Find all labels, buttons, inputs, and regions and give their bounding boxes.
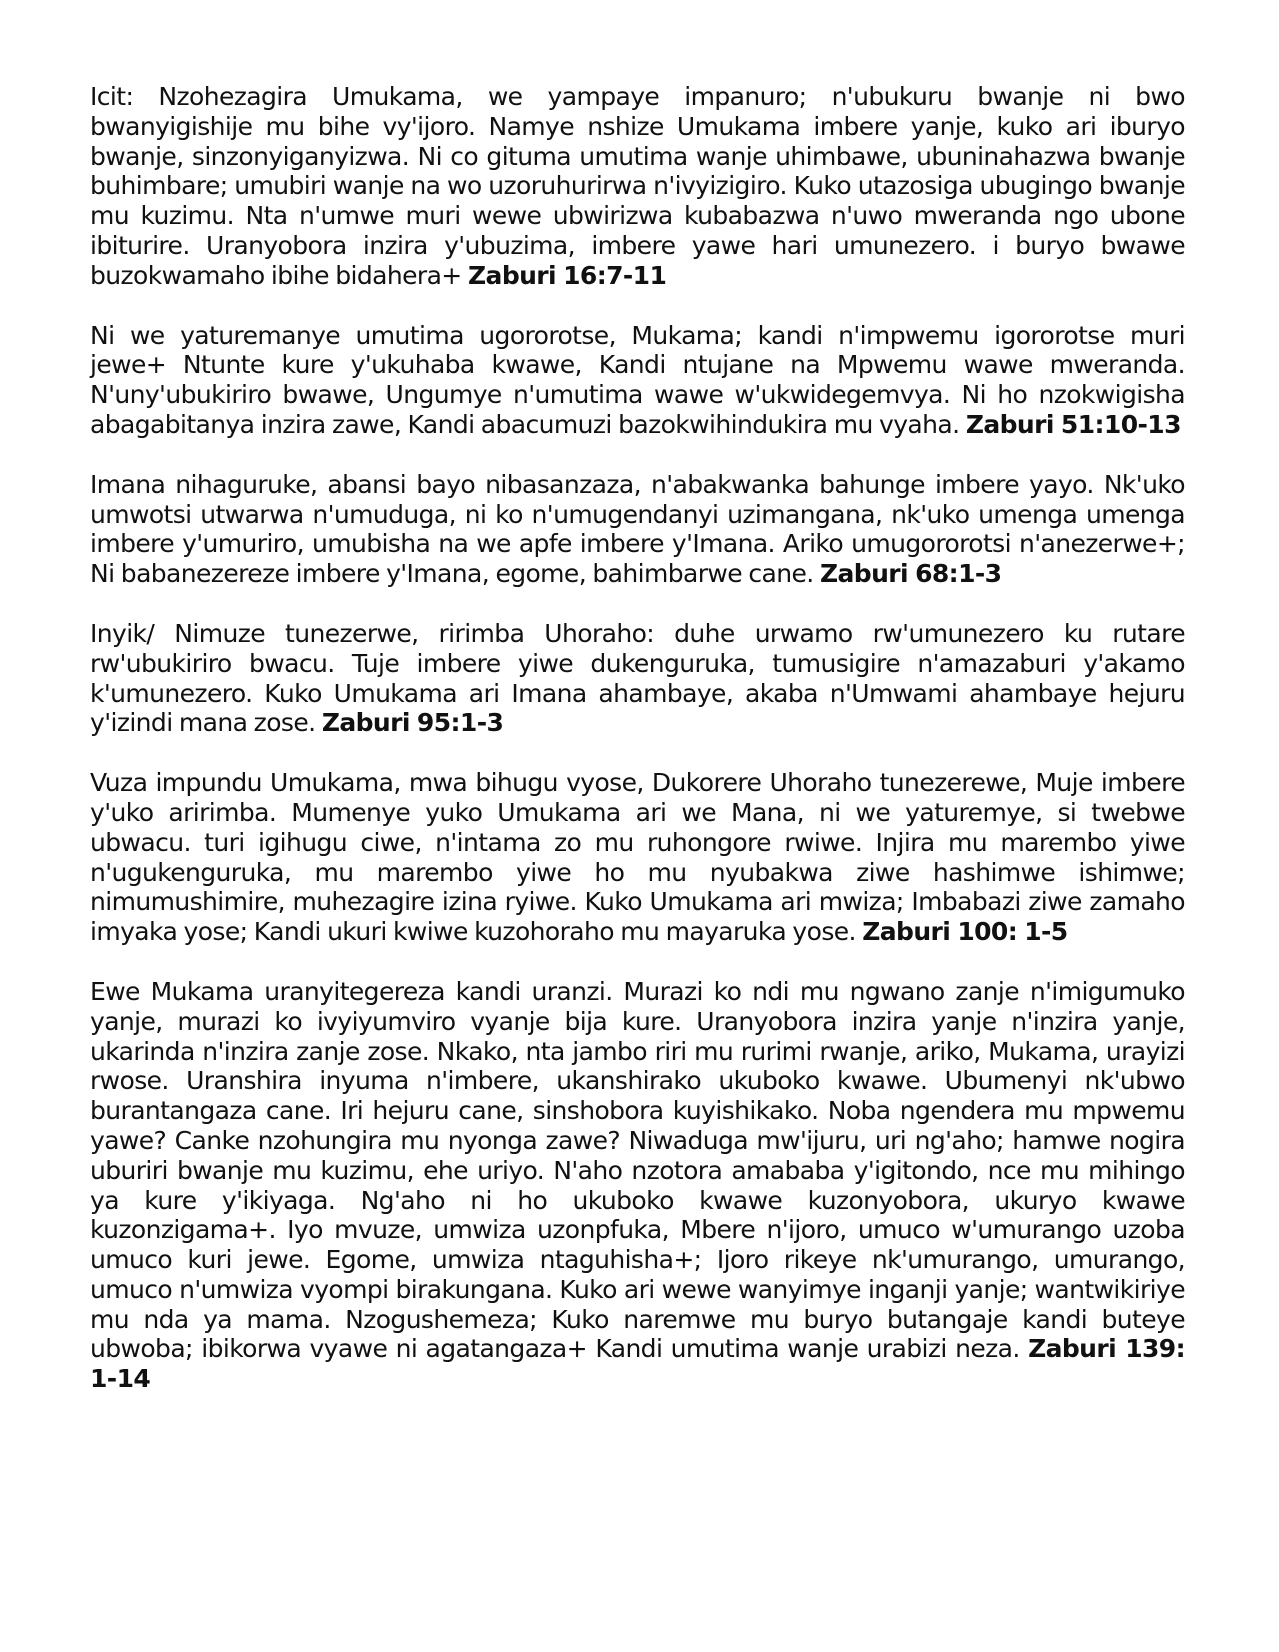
paragraph-text: Imana nihaguruke, abansi bayo nibasanzaza, n'abakwanka bahunge imbere yayo. Nk'uko umwotsi utwarwa n'umuduga, ni ko n'umugendanyi uzimangana, nk'uko umenga umenga imbere y'umuriro, umubisha na we apfe imbere y'Imana. Ariko umugororotsi n'anezerwe+; Ni babanezereze imbere y'Imana, egome, bahimbarwe cane. <box>90 469 1185 589</box>
paragraph-text: Inyik/ Nimuze tunezerwe, ririmba Uhoraho: duhe urwamo rw'umunezero ku rutare rw'ubukiriro bwacu. Tuje imbere yiwe dukenguruka, tumusigire n'amazaburi y'akamo k'umunezero. Kuko Umukama ari Imana ahambaye, akaba n'Umwami ahambaye hejuru y'izindi mana zose. <box>90 618 1185 738</box>
document-page <box>90 82 1185 1424</box>
paragraph-text: Ewe Mukama uranyitegereza kandi uranzi. Murazi ko ndi mu ngwano zanje n'imigumuko yanje, murazi ko ivyiyumviro vyanje bija kure. Uranyobora inzira yanje n'inzira yanje, ukarinda n'inzira zanje zose. Nkako, nta jambo riri mu rurimi rwanje, ariko, Mukama, urayizi rwose. Uranshira inyuma n'imbere, ukanshirako ukuboko kwawe. Ubumenyi nk'ubwo burantangaza cane. Iri hejuru cane, sinshobora kuyishikako. Noba ngendera mu mpwemu yawe? Canke nzohungira mu nyonga zawe? Niwaduga mw'ijuru, uri ng'aho; hamwe nogira uburiri bwanje mu kuzimu, ehe uriyo. N'aho nzotora amababa y'igitondo, nce mu mihingo ya kure y'ikiyaga. Ng'aho ni ho ukuboko kwawe kuzonyobora, ukuryo kwawe kuzonzigama+. Iyo mvuze, umwiza uzonpfuka, Mbere n'ijoro, umuco w'umurango uzoba umuco kuri jewe. Egome, umwiza ntaguhisha+; Ijoro rikeye nk'umurango, umurango, umuco n'umwiza vyompi birakungana. Kuko ari wewe wanyimye inganji yanje; wantwikiriye mu nda ya mama. Nzogushemeza; Kuko naremwe mu buryo butangaje kandi buteye ubwoba; ibikorwa vyawe ni agatangaza+ Kandi umutima wanje urabizi neza. <box>90 976 1185 1364</box>
scripture-reference: Zaburi 139: 1-14 <box>90 1334 1185 1394</box>
paragraph-text: Vuza impundu Umukama, mwa bihugu vyose, Dukorere Uhoraho tunezerewe, Muje imbere y'uko aririmba. Mumenye yuko Umukama ari we Mana, ni we yaturemye, si twebwe ubwacu. turi igihugu ciwe, n'intama zo mu ruhongore rwiwe. Injira mu marembo yiwe n'ugukenguruka, mu marembo yiwe ho mu nyubakwa ziwe hashimwe ishimwe; nimumushimire, muhezagire izina ryiwe. Kuko Umukama ari mwiza; Imbabazi ziwe zamaho imyaka yose; Kandi ukuri kwiwe kuzohoraho mu mayaruka yose. <box>90 768 1185 947</box>
scripture-reference: Zaburi 16:7-11 <box>468 260 667 290</box>
scripture-paragraph-6 <box>90 977 1185 1394</box>
scripture-reference: Zaburi 100: 1-5 <box>862 917 1068 947</box>
scripture-paragraph-5 <box>90 768 1185 947</box>
scripture-reference: Zaburi 68:1-3 <box>819 559 1002 589</box>
scripture-paragraph-3 <box>90 470 1185 589</box>
scripture-paragraph-2 <box>90 321 1185 440</box>
scripture-paragraph-4 <box>90 619 1185 738</box>
paragraph-text: Icit: Nzohezagira Umukama, we yampaye impanuro; n'ubukuru bwanje ni bwo bwanyigishije mu bihe vy'ijoro. Namye nshize Umukama imbere yanje, kuko ari iburyo bwanje, sinzonyiganyizwa. Ni co gituma umutima wanje uhimbawe, ubuninahazwa bwanje buhimbare; umubiri wanje na wo uzoruhurirwa n'ivyizigiro. Kuko utazosiga ubugingo bwanje mu kuzimu. Nta n'umwe muri wewe ubwirizwa kubabazwa n'uwo mweranda ngo ubone ibiturire. Uranyobora inzira y'ubuzima, imbere yawe hari umunezero. i buryo bwawe buzokwamaho ibihe bidahera+ <box>90 82 1185 290</box>
paragraph-text: Ni we yaturemanye umutima ugororotse, Mukama; kandi n'impwemu igororotse muri jewe+ Ntunte kure y'ukuhaba kwawe, Kandi ntujane na Mpwemu wawe mweranda. N'uny'ubukiriro bwawe, Ungumye n'umutima wawe w'ukwidegemvya. Ni ho nzokwigisha abagabitanya inzira zawe, Kandi abacumuzi bazokwihindukira mu vyaha. <box>90 320 1185 439</box>
scripture-reference: Zaburi 51:10-13 <box>965 409 1181 439</box>
scripture-paragraph-1 <box>90 82 1185 291</box>
scripture-reference: Zaburi 95:1-3 <box>321 708 504 738</box>
